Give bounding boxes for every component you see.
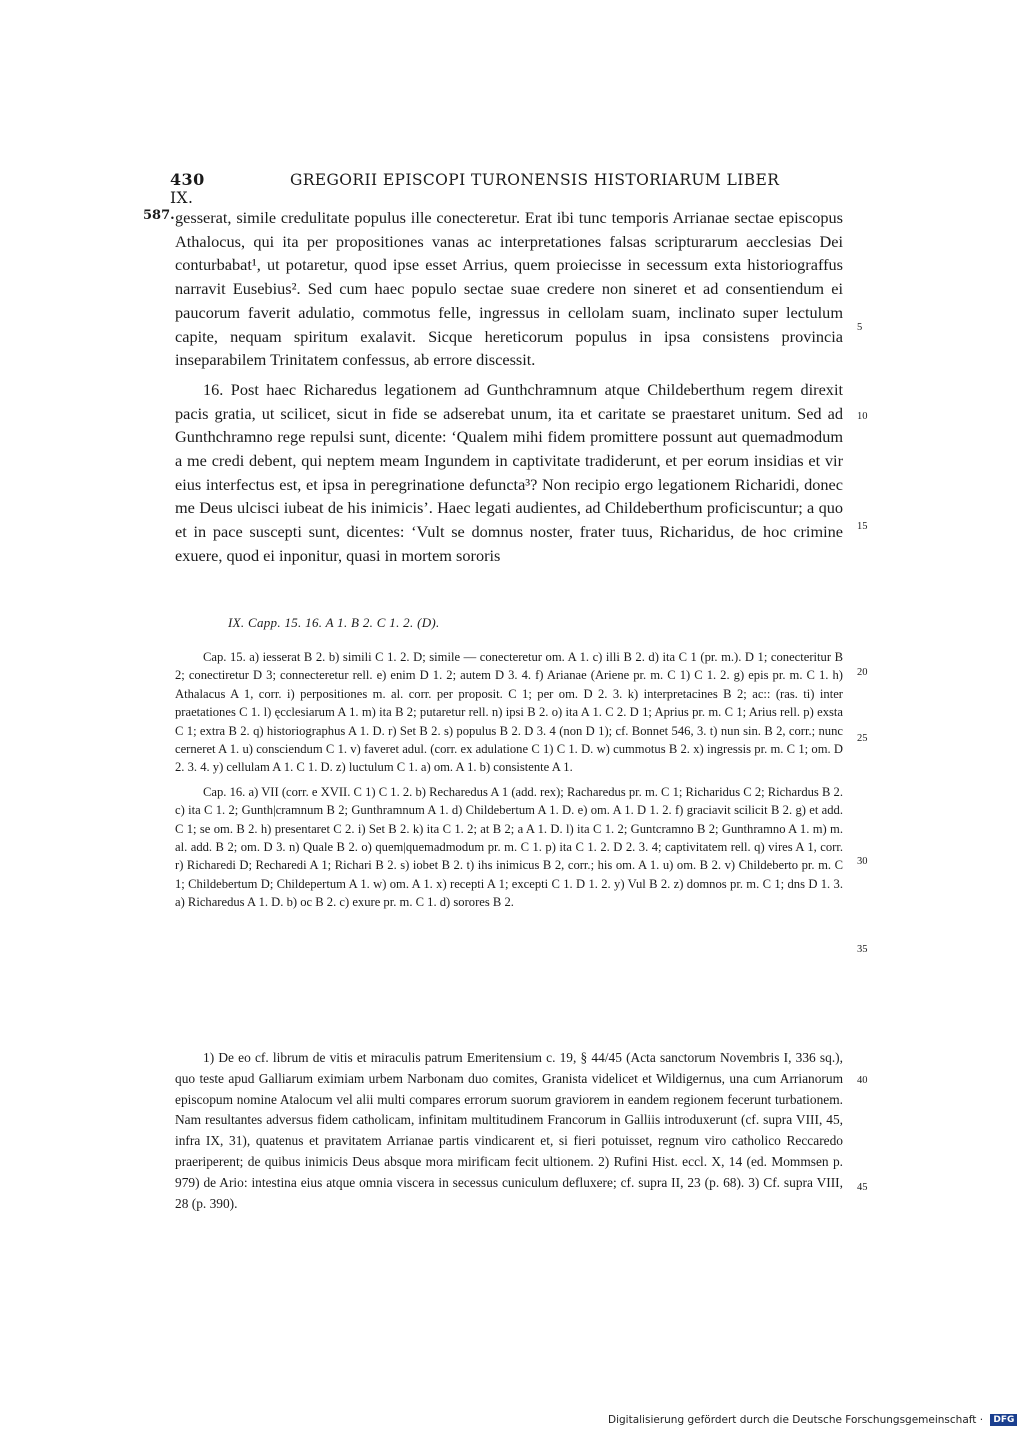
year-marker: 587. [143, 208, 175, 223]
line-number: 45 [857, 1182, 868, 1193]
line-number: 35 [857, 944, 868, 955]
main-text [175, 206, 843, 568]
line-number: 20 [857, 667, 868, 678]
dfg-logo-icon: DFG [990, 1414, 1017, 1426]
footer-credit [608, 1414, 1017, 1426]
running-head [170, 170, 790, 207]
line-number: 25 [857, 733, 868, 744]
line-number: 30 [857, 856, 868, 867]
line-number: 40 [857, 1075, 868, 1086]
line-number: 10 [857, 411, 868, 422]
footnote-text: 1) De eo cf. librum de vitis et miraculis patrum Emeritensium c. 19, § 44/45 (Acta sanctorum Novembris I, 336 sq.), quo teste apud Galliarum eximiam urbem Narbonam duo comites, Granista videlicet et Wildigernus, una cum Arrianorum episcopum nomine Atalocum vel alii multi compares errorum suorum graviorem in eandem regionem fecerunt turbationem. Nam resultantes adversus fidem catholicam, infinitam multitudinem Francorum in Galliis introduxerunt (cf. supra VIII, 45, infra IX, 31), quatenus et pravitatem Arrianae partis vindicarent et, si fieri potuisset, regnum viro catholico Reccaredo praeriperent; de quibus inimicis Deus absque mora mirificam fecit ultionem. 2) Rufini Hist. eccl. X, 14 (ed. Mommsen p. 979) de Ario: intestina eius atque omnia viscera in secessus cuniculum defluxere; cf. supra II, 23 (p. 68). 3) Cf. supra VIII, 28 (p. 390). [175, 1050, 843, 1211]
apparatus-cap-16: Cap. 16. a) VII (corr. e XVII. C 1) C 1. 2. b) Recharedus A 1 (add. rex); Racharedus pr. m. C 1; Richaridus C 2; Richardus B 2. c) ita C 1. 2; Gunth|cramnum B 2; Gunthramnum A 1. d) Childebertum A 1. D. e) om. A 1. D 1. 2. f) graciavit scilicit B 2. g) et add. C 1; se om. B 2. h) presentaret C 2. i) Set B 2. k) ita C 1. 2; at B 2; a A 1. D. l) ita C 1. 2; Guntcramno B 2; Gunthramno A 1. m) m. al. add. B 2; om. D 3. n) Quale B 2. o) quem|quemadmodum pr. m. C 1. p) ita C 1. 2. D 2. 3. 4; captivitatem rell. q) vires A 1, corr. r) Richaredi D; Recharedi A 1; Richari B 2. s) iobet B 2. t) ihs inimicus B 2, corr.; his om. A 1. u) om. B 2. v) Childeberto pr. m. C 1; Childebertum D; Childepertum A 1. w) om. A 1. x) recepti A 1; excepti C 1. D 1. 2. y) Vul B 2. z) domnos pr. m. C 1; dns D 1. 3. a) Richaredus A 1. D. b) oc B 2. c) exure pr. m. C 1. d) sorores B 2. [175, 784, 843, 910]
footer-text: Digitalisierung gefördert durch die Deutsche Forschungsgemeinschaft · [608, 1414, 984, 1426]
running-title: GREGORII EPISCOPI TURONENSIS HISTORIARUM LIBER IX. [170, 171, 780, 207]
footnotes [175, 1048, 843, 1214]
main-paragraph-2: 16. Post haec Richaredus legationem ad Gunthchramnum atque Childeberthum regem direxit pacis gratia, ut scilicet, sicut in fide se adserebat unum, ita et caritate se praestaret unitum. Sed ad Gunthchramno rege repulsi sunt, dicente: ‘Qualem mihi fidem promittere possunt aut quemadmodum a me credi debent, qui neptem meam Ingundem in captivitate tradiderunt, et per eorum insidias et vir eius interfectus est, et ipsa in peregrinatione defuncta³? Non recipio ergo legationem Richaridi, donec me Deus ulcisci iubeat de his inimicis’. Haec legati audientes, ad Childeberthum proficiscuntur; a quo et in pace suscepti sunt, dicentes: ‘Vult se domnus noster, frater tuus, Richaridus, de hoc crimine exuere, quod ei inponitur, quasi in mortem sororis [175, 379, 843, 565]
manuscript-sigla: IX. Capp. 15. 16. A 1. B 2. C 1. 2. (D). [228, 615, 440, 630]
apparatus-cap-15: Cap. 15. a) iesserat B 2. b) simili C 1. 2. D; simile — conecteretur om. A 1. c) illi B 2. d) ita C 1 (pr. m.). D 1; conecteritur B 2; conectiretur D 3; connecteretur rell. e) enim D 1. 2; autem D 3. 4. f) Arianae (Ariene pr. m. C 1) C 1. 2. g) epis pr. m. C 1. h) Athalacus A 1, corr. i) perpositiones m. al. corr. per proposit. C 1; per om. D 2. 3. k) interpretacines B 2; ac:: (ras. ti) inter praetationes C 1. l) ęcclesiarum A 1. m) ita B 2; putaretur rell. n) ipsi B 2. o) ita A 1. C 2. D 1; Aprius pr. m. C 1; Arius rell. p) exsta C 1; extra B 2. q) historiographus A 1. D. r) Set B 2. s) populus B 2. D 3. 4 (non D 1); cf. Bonnet 546, 3. t) nun sin. B 2, corr.; nunc cerneret A 1. u) consciendum C 1. v) faveret adul. (corr. ex adulatione C 1) C 1. D. w) cummotus B 2. x) ingressis pr. m. C 1; om. D 2. 3. 4. y) cellulam A 1. C 1. D. z) luctulum C 1. a) om. A 1. b) consistente A 1. [175, 650, 843, 775]
line-number: 15 [857, 521, 868, 532]
main-paragraph-1: gesserat, simile credulitate populus ille conecteretur. Erat ibi tunc temporis Arrianae sectae episcopus Athalocus, qui ita per propositiones vanas ac interpretationes falsas scripturarum aecclesias Dei conturbabat¹, ut potaretur, quod ipse esset Arrius, quem proiecisse in secessum exta historiograffus narravit Eusebius². Sed cum haec populo sectae suae credere non sineret et ad consentiendum ei paucorum faverit adulatio, commotus felle, ingressus in cellolam suam, inclinato super lectulum capite, nequam spiritum exalavit. Sicque hereticorum populus in ipsa consistens provincia inseparabilem Trinitatem confessus, ab errore discessit. [175, 208, 843, 370]
line-number: 5 [857, 322, 863, 333]
page-number: 430 [170, 170, 205, 189]
critical-apparatus [175, 648, 843, 912]
